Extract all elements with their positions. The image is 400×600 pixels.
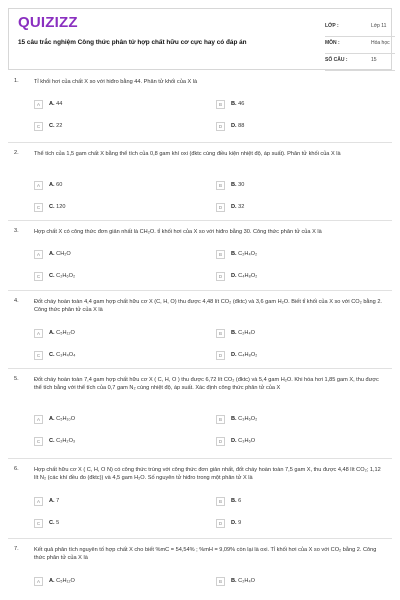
option-label: D. bbox=[231, 519, 237, 526]
option-letter-box[interactable]: D bbox=[216, 519, 225, 528]
meta-row-subject bbox=[325, 37, 395, 54]
meta-value: 15 bbox=[371, 57, 377, 63]
option-value: A. C₅H₁₂O bbox=[49, 329, 75, 336]
question-number: 5. bbox=[14, 376, 19, 382]
question-divider bbox=[8, 220, 392, 221]
option-value: D. C₃H₆O bbox=[231, 438, 256, 445]
option-label: B. bbox=[231, 101, 237, 108]
option-label: A. bbox=[49, 416, 55, 423]
option-label: C. bbox=[49, 519, 55, 526]
option-value: A. 44 bbox=[49, 101, 63, 108]
option-label: D. bbox=[231, 123, 237, 130]
option-label: C. bbox=[49, 351, 55, 358]
option-letter-box[interactable]: D bbox=[216, 122, 225, 131]
option-label: C. bbox=[49, 273, 55, 280]
option-letter-box[interactable]: B bbox=[216, 181, 225, 190]
meta-key: LỚP : bbox=[325, 23, 339, 29]
question-text: Hợp chất X có công thức đơn giản nhất là CH₂O. tỉ khối hơi của X so với hiđro bằng 30. Công thức phân tử của X là bbox=[34, 229, 322, 235]
option-letter-box[interactable]: D bbox=[216, 437, 225, 446]
question-divider bbox=[8, 368, 392, 369]
question-text: Kết quả phân tích nguyên tố hợp chất X cho biết %mC = 54,54% ; %mH = 9,09% còn lại là oxi. Tỉ khối hơi của X so với CO₂ bằng 2. Công thức phân tử của X là bbox=[34, 547, 377, 562]
option-value: C. C₃H₄O₄ bbox=[49, 351, 76, 358]
option-value: A. C₅H₁₀O bbox=[49, 416, 76, 423]
option-label: D. bbox=[231, 273, 237, 280]
option-value: A. C₅H₁₂O bbox=[49, 577, 75, 584]
option-value: B. 6 bbox=[231, 497, 242, 504]
option-label: C. bbox=[49, 123, 55, 130]
option-label: B. bbox=[231, 251, 237, 258]
question-number: 6. bbox=[14, 466, 19, 472]
option-value: C. 120 bbox=[49, 203, 66, 210]
option-letter-box[interactable]: D bbox=[216, 203, 225, 212]
option-value: D. 9 bbox=[231, 519, 242, 526]
option-value: B. 46 bbox=[231, 101, 245, 108]
option-value: D. C₄H₈O₂ bbox=[231, 351, 258, 358]
option-letter-box[interactable]: A bbox=[34, 497, 43, 506]
option-value: B. C₂H₄O bbox=[231, 329, 256, 336]
option-letter-box[interactable]: A bbox=[34, 250, 43, 259]
option-letter-box[interactable]: C bbox=[34, 203, 43, 212]
question-text: Đốt cháy hoàn toàn 7,4 gam hợp chất hữu cơ X ( C, H, O ) thu được 6,72 lít CO₂ (đktc) và 5,4 gam H₂O. Khi hóa hơi 1,85 gam X, thu được thể tích bằng với thể tích của 0,7 gam N₂ cùng nhiệt độ, áp suất. Xác định công thức phân tử của X bbox=[34, 377, 379, 392]
question-number: 1. bbox=[14, 78, 19, 84]
option-letter-box[interactable]: B bbox=[216, 415, 225, 424]
option-label: A. bbox=[49, 497, 55, 504]
option-label: C. bbox=[49, 203, 55, 210]
option-letter-box[interactable]: B bbox=[216, 577, 225, 586]
question-number: 4. bbox=[14, 298, 19, 304]
option-value: C. 22 bbox=[49, 123, 63, 130]
option-letter-box[interactable]: B bbox=[216, 497, 225, 506]
question-text: Thể tích của 1,5 gam chất X bằng thể tích của 0,8 gam khí oxi (đktc cùng điều kiện nhiệt độ, áp suất). Phân tử khối của X là bbox=[34, 151, 341, 157]
option-label: D. bbox=[231, 438, 237, 445]
option-label: A. bbox=[49, 251, 55, 258]
option-label: A. bbox=[49, 329, 55, 336]
option-letter-box[interactable]: D bbox=[216, 272, 225, 281]
question-text: Đốt cháy hoàn toàn 4,4 gam hợp chất hữu cơ X (C, H, O) thu được 4,48 lít CO₂ (đktc) và 3,6 gam H₂O. Biết tỉ khối của X so với CO₂ bằng 2. Công thức phân tử của X là bbox=[34, 299, 382, 314]
option-letter-box[interactable]: C bbox=[34, 437, 43, 446]
option-value: B. C₃H₆O₂ bbox=[231, 416, 258, 423]
option-value: D. C₄H₈O₂ bbox=[231, 273, 258, 280]
meta-table bbox=[325, 20, 395, 71]
option-letter-box[interactable]: C bbox=[34, 519, 43, 528]
option-letter-box[interactable]: A bbox=[34, 577, 43, 586]
option-letter-box[interactable]: D bbox=[216, 351, 225, 360]
option-letter-box[interactable]: B bbox=[216, 329, 225, 338]
question-divider bbox=[8, 458, 392, 459]
worksheet-title: 15 câu trắc nghiệm Công thức phân tử hợp chất hữu cơ cực hay có đáp án bbox=[18, 39, 247, 46]
meta-row-grade bbox=[325, 20, 395, 37]
option-value: A. CH₂O bbox=[49, 251, 71, 258]
option-label: A. bbox=[49, 101, 55, 108]
worksheet-header bbox=[8, 8, 392, 70]
option-letter-box[interactable]: A bbox=[34, 329, 43, 338]
meta-value: Lớp 11 bbox=[371, 23, 387, 29]
option-letter-box[interactable]: B bbox=[216, 100, 225, 109]
option-label: A. bbox=[49, 577, 55, 584]
question-number: 7. bbox=[14, 546, 19, 552]
option-letter-box[interactable]: C bbox=[34, 122, 43, 131]
option-label: B. bbox=[231, 416, 237, 423]
question-text: Hợp chất hữu cơ X ( C, H, O N) có công thức trùng với công thức đơn giản nhất, đốt cháy hoàn toàn 7,5 gam X, thu được 4,48 lít CO₂; 1,12 lít N₂ (các khí đều đo (đktc)) và 4,5 gam H₂O. Số nguyên tử hiđro trong một phân tử X là bbox=[34, 467, 381, 482]
option-value: C. C₂H₂O₃ bbox=[49, 438, 76, 445]
option-label: B. bbox=[231, 577, 237, 584]
option-letter-box[interactable]: C bbox=[34, 272, 43, 281]
option-letter-box[interactable]: A bbox=[34, 181, 43, 190]
option-letter-box[interactable]: A bbox=[34, 100, 43, 109]
option-value: A. 60 bbox=[49, 181, 63, 188]
option-letter-box[interactable]: B bbox=[216, 250, 225, 259]
option-label: B. bbox=[231, 497, 237, 504]
question-divider bbox=[8, 538, 392, 539]
option-value: C. C₂H₆O₂ bbox=[49, 273, 76, 280]
option-value: B. C₂H₄O bbox=[231, 577, 256, 584]
option-label: D. bbox=[231, 351, 237, 358]
question-number: 3. bbox=[14, 228, 19, 234]
quizizz-logo: QUIZIZZ bbox=[18, 14, 78, 31]
meta-key: SỐ CÂU : bbox=[325, 57, 348, 63]
option-value: D. 88 bbox=[231, 123, 245, 130]
option-label: A. bbox=[49, 181, 55, 188]
option-value: D. 32 bbox=[231, 203, 245, 210]
option-label: C. bbox=[49, 438, 55, 445]
meta-key: MÔN : bbox=[325, 40, 340, 46]
question-text: Tỉ khối hơi của chất X so với hiđro bằng 44. Phân tử khối của X là bbox=[34, 79, 198, 85]
option-label: B. bbox=[231, 181, 237, 188]
question-number: 2. bbox=[14, 150, 19, 156]
option-label: B. bbox=[231, 329, 237, 336]
option-value: A. 7 bbox=[49, 497, 60, 504]
option-value: B. C₂H₄O₂ bbox=[231, 251, 258, 258]
meta-row-count bbox=[325, 54, 395, 71]
question-divider bbox=[8, 142, 392, 143]
option-value: B. 30 bbox=[231, 181, 245, 188]
question-divider bbox=[8, 290, 392, 291]
meta-value: Hóa học bbox=[371, 40, 390, 46]
option-value: C. 5 bbox=[49, 519, 60, 526]
option-label: D. bbox=[231, 203, 237, 210]
option-letter-box[interactable]: C bbox=[34, 351, 43, 360]
option-letter-box[interactable]: A bbox=[34, 415, 43, 424]
